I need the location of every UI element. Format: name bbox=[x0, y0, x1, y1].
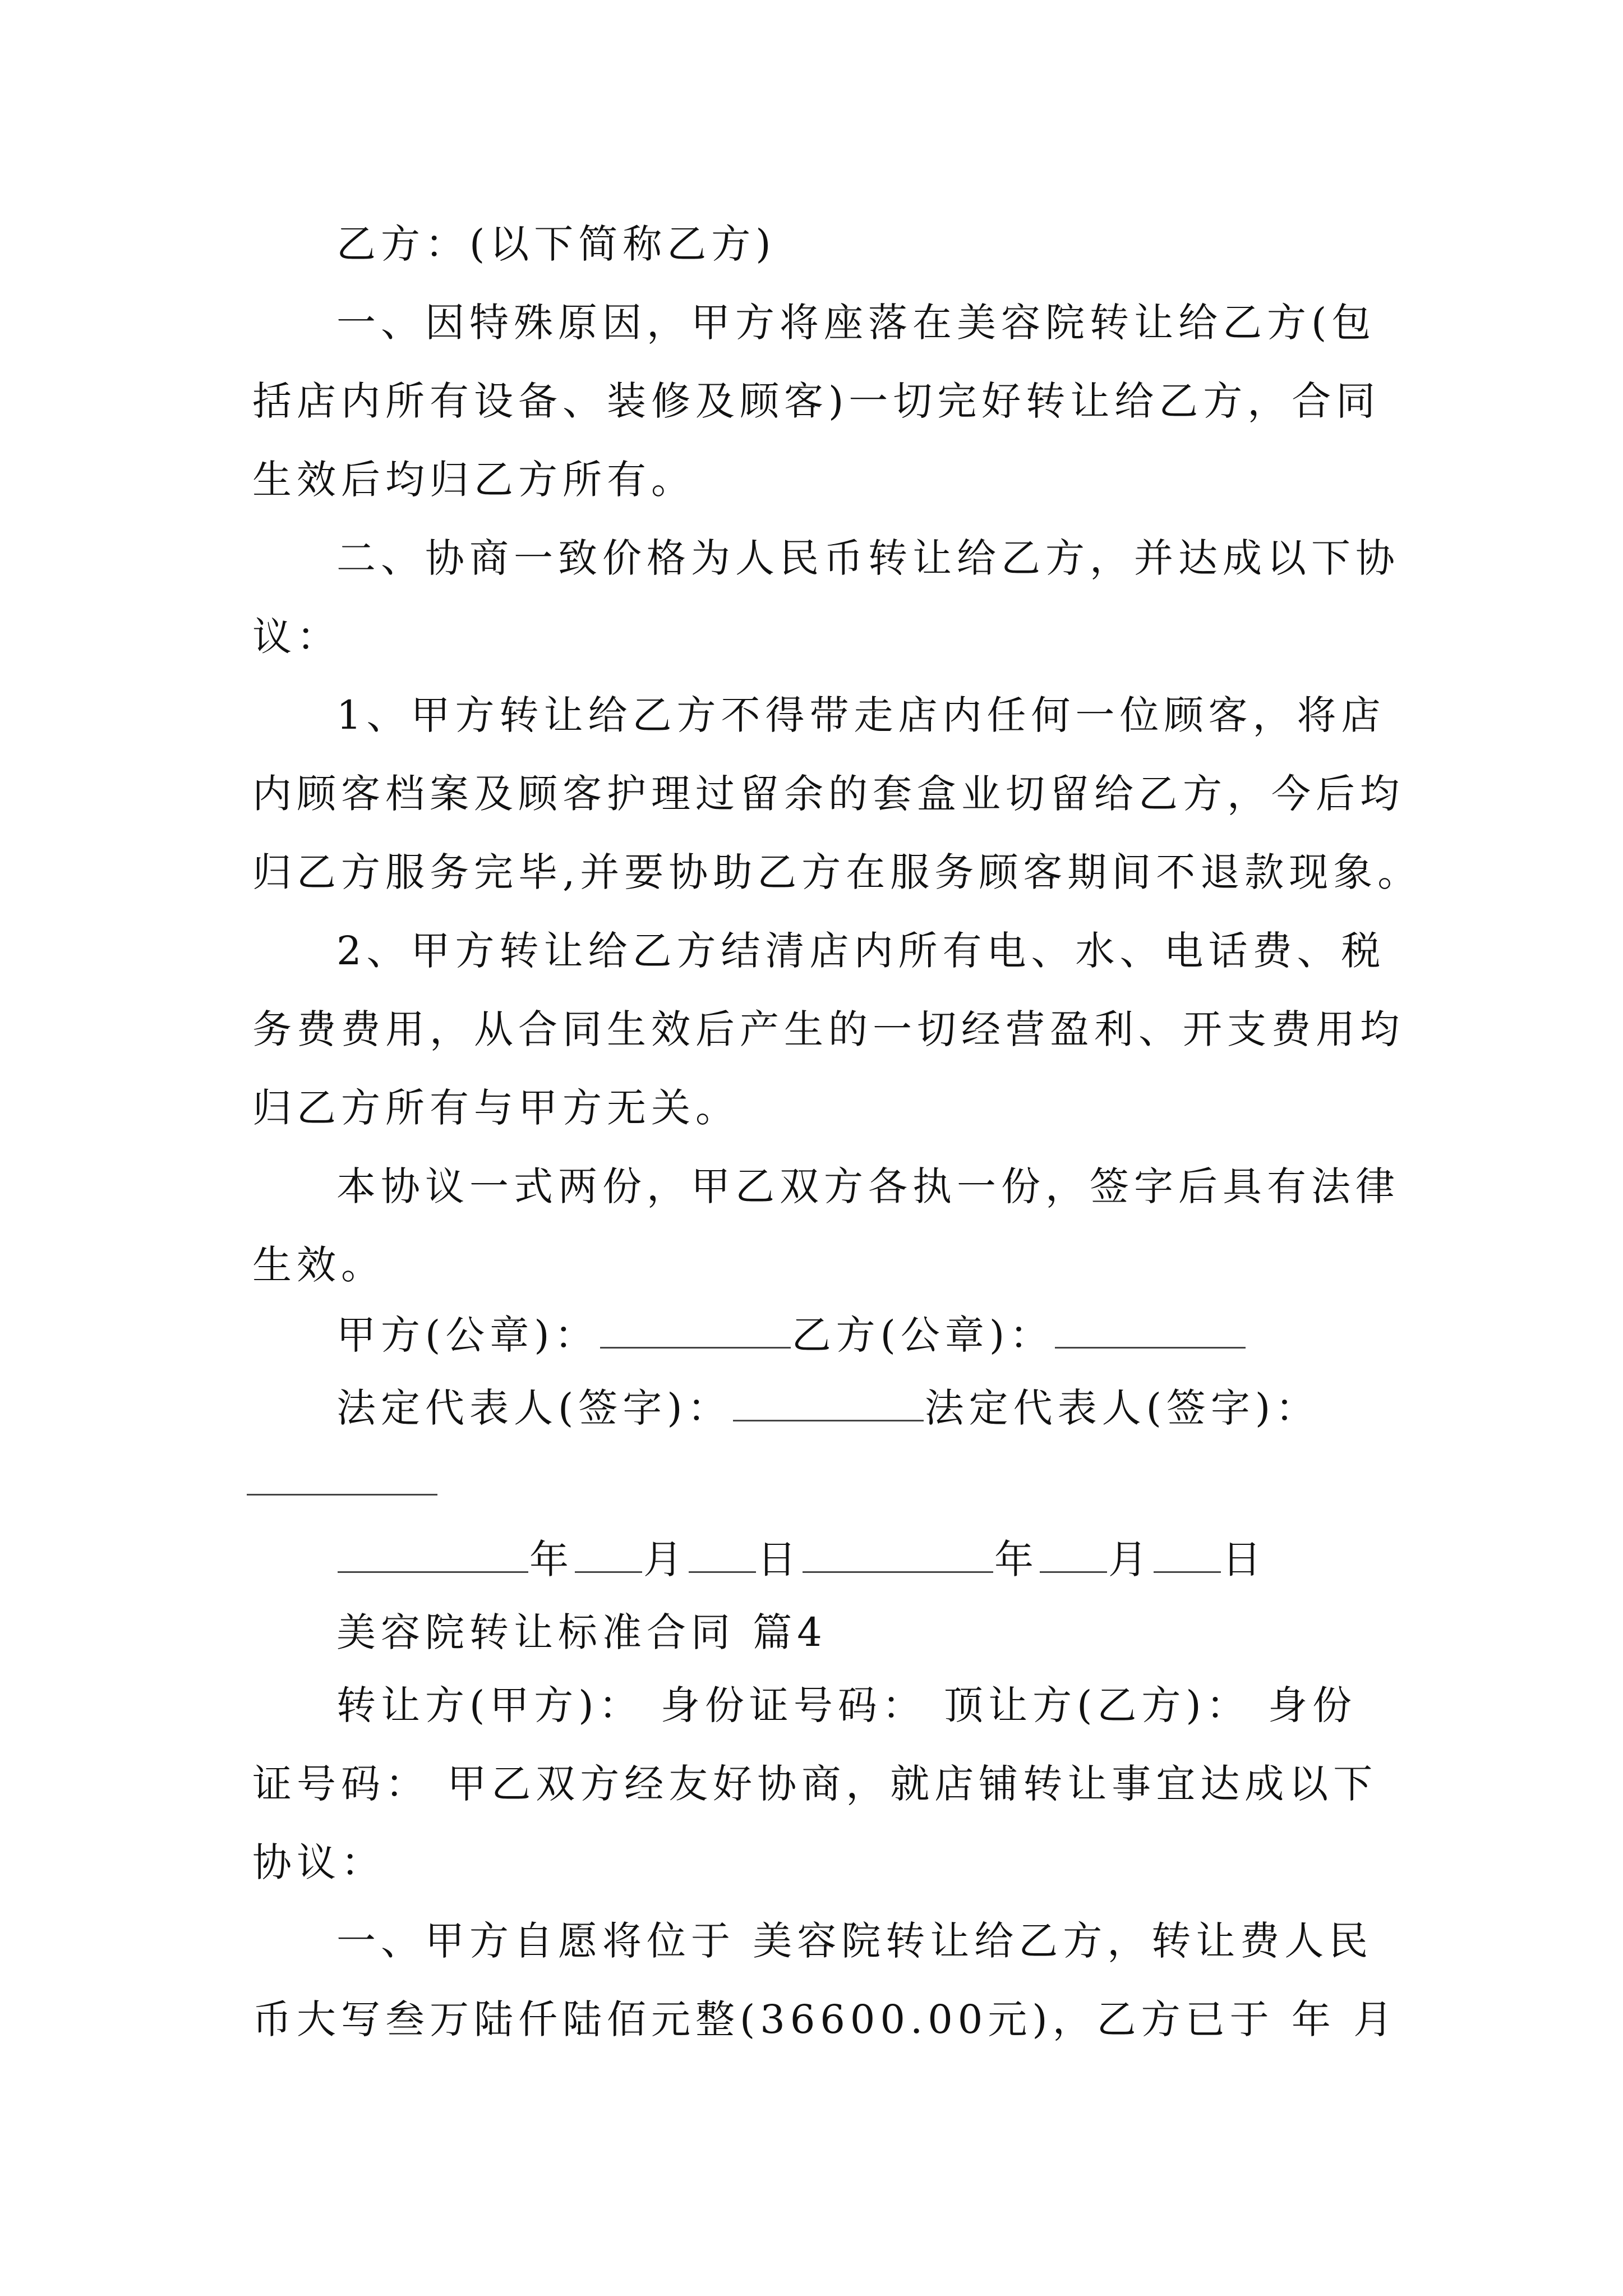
month-label: 月 bbox=[643, 1536, 688, 1582]
rep-b-blank[interactable] bbox=[247, 1492, 437, 1496]
day-label: 日 bbox=[1222, 1536, 1266, 1582]
year-blank[interactable] bbox=[338, 1568, 528, 1573]
year-label: 年 bbox=[529, 1536, 574, 1582]
text-line: 2、甲方转让给乙方结清店内所有电、水、电话费、税 bbox=[336, 928, 1386, 974]
section-title: 美容院转让标准合同 篇4 bbox=[336, 1609, 827, 1655]
text-line: 归乙方服务完毕,并要协助乙方在服务顾客期间不退款现象。 bbox=[252, 849, 1422, 895]
rep-b-label: 法定代表人(签字)： bbox=[924, 1385, 1320, 1431]
text-line: 一、甲方自愿将位于 美容院转让给乙方，转让费人民 bbox=[336, 1918, 1373, 1964]
party-b-seal-label: 乙方(公章)： bbox=[791, 1312, 1054, 1358]
text-line: 转让方(甲方)： 身份证号码： 顶让方(乙方)： 身份 bbox=[336, 1682, 1357, 1728]
text-line: 务费费用，从合同生效后产生的一切经营盈利、开支费用均 bbox=[252, 1006, 1404, 1052]
day-blank[interactable] bbox=[1154, 1568, 1221, 1573]
text-line: 乙方：(以下简称乙方) bbox=[336, 221, 776, 267]
text-line: 币大写叁万陆仟陆佰元整(36600.00元)，乙方已于 年 月 bbox=[252, 1996, 1398, 2042]
day-label: 日 bbox=[757, 1536, 801, 1582]
text-line: 二、协商一致价格为人民币转让给乙方，并达成以下协 bbox=[336, 535, 1400, 581]
party-a-seal-label: 甲方(公章)： bbox=[336, 1312, 599, 1358]
text-line: 证号码： 甲乙双方经友好协商，就店铺转让事宜达成以下 bbox=[252, 1761, 1378, 1807]
text-line: 议： bbox=[252, 614, 341, 660]
text-line: 本协议一式两份，甲乙双方各执一份，签字后具有法律 bbox=[336, 1163, 1400, 1209]
text-line: 括店内所有设备、装修及顾客)一切完好转让给乙方，合同 bbox=[252, 378, 1381, 424]
month-blank[interactable] bbox=[575, 1568, 642, 1573]
text-line: 生效后均归乙方所有。 bbox=[252, 457, 695, 503]
text-line: 内顾客档案及顾客护理过留余的套盒业切留给乙方，今后均 bbox=[252, 771, 1404, 817]
year-label: 年 bbox=[994, 1536, 1039, 1582]
date-line bbox=[336, 1537, 1391, 1582]
day-blank[interactable] bbox=[689, 1568, 756, 1573]
year-blank[interactable] bbox=[803, 1568, 993, 1573]
text-line: 1、甲方转让给乙方不得带走店内任何一位顾客，将店 bbox=[336, 692, 1386, 738]
text-line: 生效。 bbox=[252, 1242, 385, 1288]
text-line: 协议： bbox=[252, 1839, 385, 1885]
rep-a-label: 法定代表人(签字)： bbox=[336, 1385, 732, 1431]
party-b-seal-blank[interactable] bbox=[1055, 1343, 1246, 1349]
month-blank[interactable] bbox=[1040, 1568, 1107, 1573]
text-line: 归乙方所有与甲方无关。 bbox=[252, 1085, 740, 1131]
seal-line bbox=[336, 1313, 1391, 1358]
party-a-seal-blank[interactable] bbox=[600, 1343, 791, 1349]
month-label: 月 bbox=[1108, 1536, 1152, 1582]
text-line: 一、因特殊原因，甲方将座落在美容院转让给乙方(包 bbox=[336, 300, 1376, 346]
representative-line bbox=[336, 1386, 1391, 1430]
rep-a-blank[interactable] bbox=[733, 1416, 924, 1421]
